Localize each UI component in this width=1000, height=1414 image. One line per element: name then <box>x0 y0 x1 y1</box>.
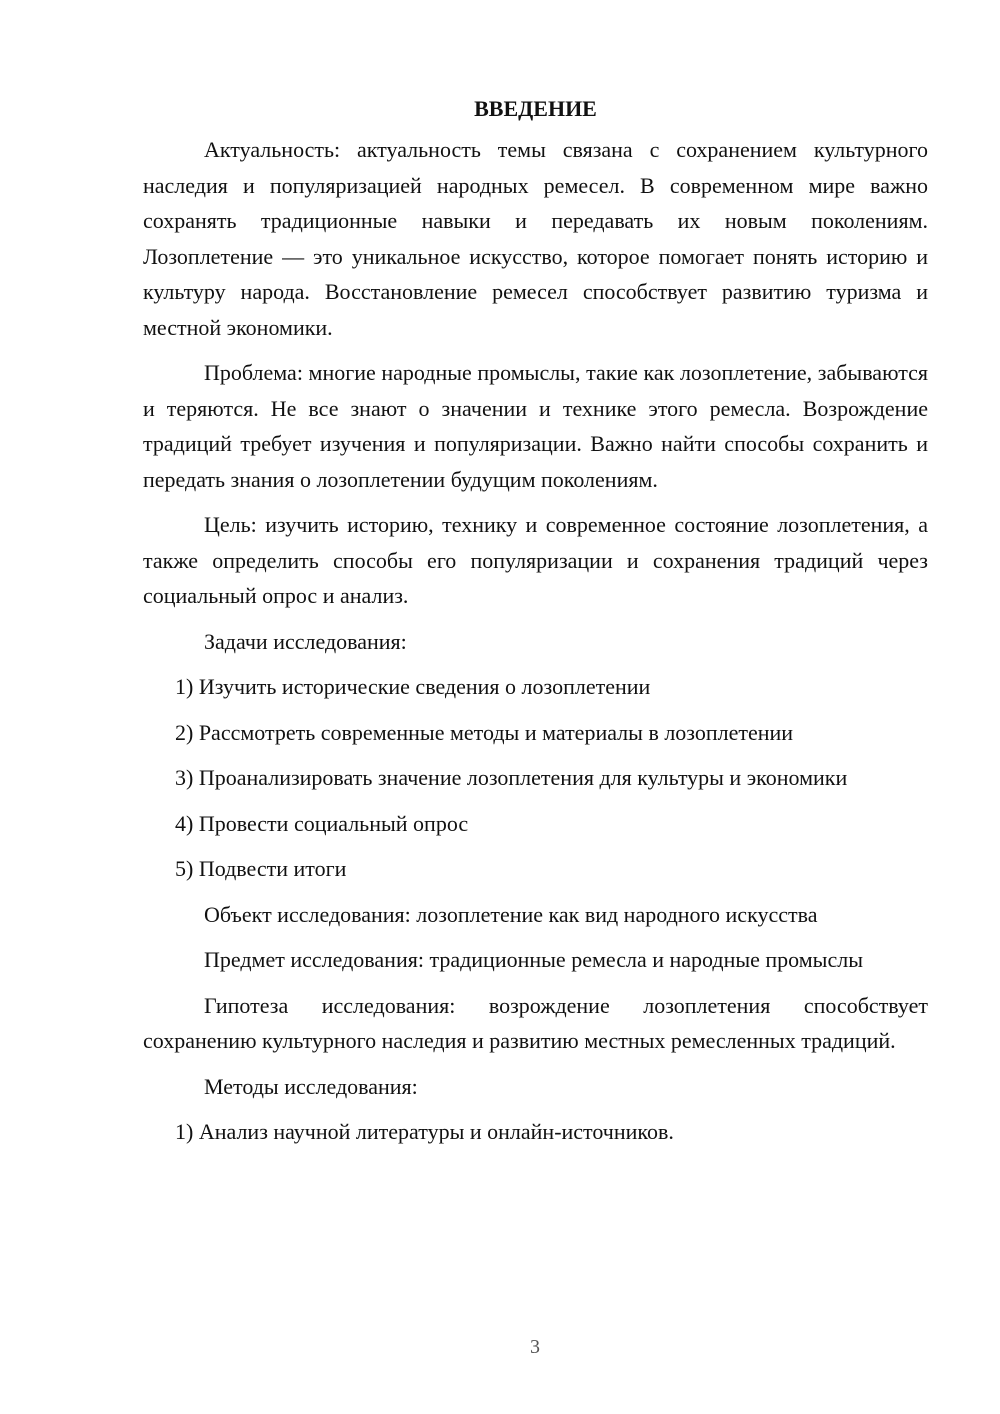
task-item: 2) Рассмотреть современные методы и материалы в лозоплетении <box>175 719 794 745</box>
page-number: 3 <box>530 1336 540 1358</box>
relevance-paragraph: Актуальность: актуальность темы связана с сохранением культурного наследия и популяризацией народных ремесел. В современном мире важно сохранять традиционные навыки и передавать их новым поколениям. Лозоплетение — это уникальное искусство, которое помогает понять историю и культуру народа. Восстановление ремесел способствует развитию туризма и местной экономики. <box>143 137 928 340</box>
subject-paragraph: Предмет исследования: традиционные ремесла и народные промыслы <box>204 947 863 972</box>
section-title: ВВЕДЕНИЕ <box>474 96 597 121</box>
problem-paragraph: Проблема: многие народные промыслы, такие как лозоплетение, забываются и теряются. Не все знают о значении и технике этого ремесла. Возрождение традиций требует изучения и популяризации. Важно найти способы сохранить и передать знания о лозоплетении будущим поколениям. <box>143 360 928 492</box>
goal-paragraph: Цель: изучить историю, технику и современное состояние лозоплетения, а также определить способы его популяризации и сохранения традиций через социальный опрос и анализ. <box>143 512 928 608</box>
hypothesis-paragraph: Гипотеза исследования: возрождение лозоплетения способствует сохранению культурного наследия и развитию местных ремесленных традиций. <box>143 992 928 1053</box>
task-item: 5) Подвести итоги <box>175 856 347 881</box>
object-paragraph: Объект исследования: лозоплетение как вид народного искусства <box>204 901 818 927</box>
tasks-heading: Задачи исследования: <box>204 628 407 654</box>
task-item: 3) Проанализировать значение лозоплетения для культуры и экономики <box>175 765 848 790</box>
task-item: 4) Провести социальный опрос <box>175 810 469 836</box>
methods-heading: Методы исследования: <box>204 1073 418 1099</box>
page-content <box>143 92 928 1160</box>
task-item: 1) Изучить исторические сведения о лозоплетении <box>175 674 651 699</box>
method-item: 1) Анализ научной литературы и онлайн-источников. <box>175 1119 674 1144</box>
